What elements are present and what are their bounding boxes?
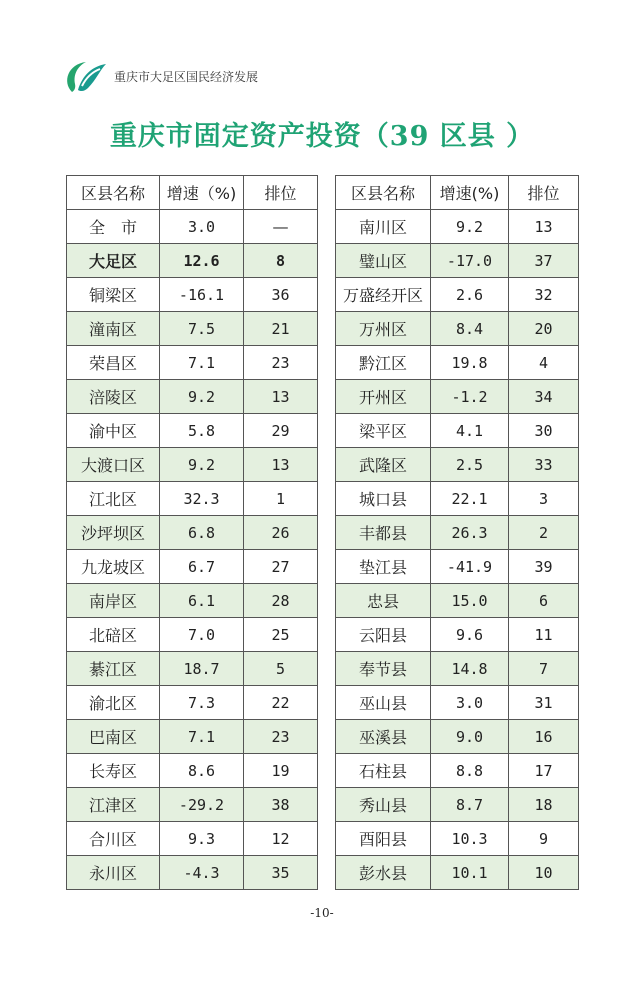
district-name-cell: 渝中区 xyxy=(67,414,160,448)
district-name-cell: 秀山县 xyxy=(336,788,431,822)
rank-cell: 31 xyxy=(509,686,579,720)
rank-cell: 32 xyxy=(509,278,579,312)
rank-cell: 3 xyxy=(509,482,579,516)
column-header-rank: 排位 xyxy=(509,176,579,210)
growth-rate-cell: 32.3 xyxy=(160,482,244,516)
growth-rate-cell: 10.1 xyxy=(431,856,509,890)
rank-cell: 23 xyxy=(244,346,318,380)
rank-cell: 25 xyxy=(244,618,318,652)
growth-rate-cell: 5.8 xyxy=(160,414,244,448)
table-row xyxy=(336,516,579,550)
rank-cell: 2 xyxy=(509,516,579,550)
district-name-cell: 城口县 xyxy=(336,482,431,516)
column-header-name: 区县名称 xyxy=(67,176,160,210)
district-name-cell: 永川区 xyxy=(67,856,160,890)
column-header-rank: 排位 xyxy=(244,176,318,210)
rank-cell: 18 xyxy=(509,788,579,822)
growth-rate-cell: -41.9 xyxy=(431,550,509,584)
district-name-cell: 铜梁区 xyxy=(67,278,160,312)
district-name-cell: 北碚区 xyxy=(67,618,160,652)
district-name-cell: 璧山区 xyxy=(336,244,431,278)
district-name-cell: 九龙坡区 xyxy=(67,550,160,584)
rank-cell: 10 xyxy=(509,856,579,890)
growth-rate-cell: 6.8 xyxy=(160,516,244,550)
table-row xyxy=(67,210,318,244)
rank-cell: 11 xyxy=(509,618,579,652)
district-name-cell: 涪陵区 xyxy=(67,380,160,414)
district-name-cell: 酉阳县 xyxy=(336,822,431,856)
growth-rate-cell: 7.0 xyxy=(160,618,244,652)
table-row xyxy=(67,550,318,584)
growth-rate-cell: 4.1 xyxy=(431,414,509,448)
column-header-growth: 增速（%) xyxy=(160,176,244,210)
rank-cell: 22 xyxy=(244,686,318,720)
table-row xyxy=(67,414,318,448)
rank-cell: 8 xyxy=(244,244,318,278)
district-name-cell: 全 市 xyxy=(67,210,160,244)
rank-cell: 26 xyxy=(244,516,318,550)
table-row xyxy=(336,652,579,686)
table-row xyxy=(67,346,318,380)
table-header-row xyxy=(67,176,318,210)
district-name-cell: 万盛经开区 xyxy=(336,278,431,312)
table-row xyxy=(336,550,579,584)
table-row xyxy=(336,380,579,414)
district-name-cell: 石柱县 xyxy=(336,754,431,788)
table-row xyxy=(336,448,579,482)
table-row xyxy=(336,482,579,516)
rank-cell: 12 xyxy=(244,822,318,856)
growth-rate-cell: 6.1 xyxy=(160,584,244,618)
growth-rate-cell: 7.1 xyxy=(160,346,244,380)
growth-rate-cell: 2.5 xyxy=(431,448,509,482)
page-number: -10- xyxy=(310,906,334,920)
rank-cell: 36 xyxy=(244,278,318,312)
district-name-cell: 大渡口区 xyxy=(67,448,160,482)
growth-rate-cell: 9.6 xyxy=(431,618,509,652)
table-row xyxy=(67,448,318,482)
growth-rate-cell: 6.7 xyxy=(160,550,244,584)
district-name-cell: 南川区 xyxy=(336,210,431,244)
table-row xyxy=(336,346,579,380)
rank-cell: 20 xyxy=(509,312,579,346)
growth-rate-cell: 26.3 xyxy=(431,516,509,550)
district-name-cell: 江北区 xyxy=(67,482,160,516)
rank-cell: 28 xyxy=(244,584,318,618)
table-row xyxy=(67,720,318,754)
growth-rate-cell: 9.3 xyxy=(160,822,244,856)
growth-rate-cell: -1.2 xyxy=(431,380,509,414)
table-row xyxy=(336,856,579,890)
page-title: 重庆市固定资产投资（39 区县 ） xyxy=(109,121,535,152)
rank-cell: 13 xyxy=(244,380,318,414)
rank-cell: 37 xyxy=(509,244,579,278)
district-name-cell: 渝北区 xyxy=(67,686,160,720)
column-header-name: 区县名称 xyxy=(336,176,431,210)
table-row xyxy=(67,312,318,346)
table-row xyxy=(67,618,318,652)
district-name-cell: 开州区 xyxy=(336,380,431,414)
district-name-cell: 奉节县 xyxy=(336,652,431,686)
table-row xyxy=(67,652,318,686)
table-row xyxy=(336,788,579,822)
district-name-cell: 云阳县 xyxy=(336,618,431,652)
growth-rate-cell: -4.3 xyxy=(160,856,244,890)
table-row xyxy=(336,686,579,720)
table-row xyxy=(336,244,579,278)
district-name-cell: 合川区 xyxy=(67,822,160,856)
district-name-cell: 綦江区 xyxy=(67,652,160,686)
district-name-cell: 丰都县 xyxy=(336,516,431,550)
rank-cell: 4 xyxy=(509,346,579,380)
district-name-cell: 长寿区 xyxy=(67,754,160,788)
table-row xyxy=(67,754,318,788)
rank-cell: 30 xyxy=(509,414,579,448)
rank-cell: 1 xyxy=(244,482,318,516)
growth-rate-cell: 14.8 xyxy=(431,652,509,686)
rank-cell: 9 xyxy=(509,822,579,856)
district-name-cell: 武隆区 xyxy=(336,448,431,482)
table-row xyxy=(336,822,579,856)
rank-cell: 23 xyxy=(244,720,318,754)
growth-rate-cell: 7.1 xyxy=(160,720,244,754)
growth-rate-cell: 18.7 xyxy=(160,652,244,686)
district-name-cell: 黔江区 xyxy=(336,346,431,380)
page-header xyxy=(62,54,258,98)
table-row xyxy=(336,278,579,312)
table-header-row xyxy=(336,176,579,210)
rank-cell: 6 xyxy=(509,584,579,618)
rank-cell: 21 xyxy=(244,312,318,346)
rank-cell: 34 xyxy=(509,380,579,414)
growth-rate-cell: 2.6 xyxy=(431,278,509,312)
district-name-cell: 彭水县 xyxy=(336,856,431,890)
table-row xyxy=(336,720,579,754)
rank-cell: 39 xyxy=(509,550,579,584)
growth-rate-cell: 9.2 xyxy=(160,448,244,482)
table-row xyxy=(67,244,318,278)
left-investment-table xyxy=(66,175,318,890)
district-name-cell: 忠县 xyxy=(336,584,431,618)
rank-cell: 33 xyxy=(509,448,579,482)
rank-cell: 16 xyxy=(509,720,579,754)
growth-rate-cell: 9.0 xyxy=(431,720,509,754)
table-row xyxy=(67,380,318,414)
growth-rate-cell: 19.8 xyxy=(431,346,509,380)
table-row xyxy=(67,584,318,618)
growth-rate-cell: -16.1 xyxy=(160,278,244,312)
growth-rate-cell: -17.0 xyxy=(431,244,509,278)
column-header-growth: 增速(%) xyxy=(431,176,509,210)
district-name-cell: 巫溪县 xyxy=(336,720,431,754)
district-name-cell: 沙坪坝区 xyxy=(67,516,160,550)
growth-rate-cell: 15.0 xyxy=(431,584,509,618)
table-row xyxy=(67,516,318,550)
table-row xyxy=(67,278,318,312)
district-name-cell: 大足区 xyxy=(67,244,160,278)
growth-rate-cell: 3.0 xyxy=(160,210,244,244)
table-row xyxy=(336,414,579,448)
growth-rate-cell: 7.3 xyxy=(160,686,244,720)
rank-cell: 5 xyxy=(244,652,318,686)
district-name-cell: 梁平区 xyxy=(336,414,431,448)
rank-cell: — xyxy=(244,210,318,244)
header-org-text: 重庆市大足区国民经济发展 xyxy=(114,69,259,84)
table-row xyxy=(67,686,318,720)
district-name-cell: 巴南区 xyxy=(67,720,160,754)
table-row xyxy=(336,312,579,346)
rank-cell: 27 xyxy=(244,550,318,584)
growth-rate-cell: -29.2 xyxy=(160,788,244,822)
growth-rate-cell: 8.7 xyxy=(431,788,509,822)
table-row xyxy=(336,618,579,652)
district-name-cell: 万州区 xyxy=(336,312,431,346)
growth-rate-cell: 9.2 xyxy=(160,380,244,414)
district-name-cell: 江津区 xyxy=(67,788,160,822)
bureau-logo-icon xyxy=(62,56,108,96)
table-row xyxy=(67,822,318,856)
rank-cell: 38 xyxy=(244,788,318,822)
table-row xyxy=(336,754,579,788)
rank-cell: 7 xyxy=(509,652,579,686)
growth-rate-cell: 12.6 xyxy=(160,244,244,278)
rank-cell: 29 xyxy=(244,414,318,448)
rank-cell: 35 xyxy=(244,856,318,890)
growth-rate-cell: 8.8 xyxy=(431,754,509,788)
rank-cell: 19 xyxy=(244,754,318,788)
rank-cell: 13 xyxy=(509,210,579,244)
table-row xyxy=(67,856,318,890)
district-name-cell: 荣昌区 xyxy=(67,346,160,380)
district-name-cell: 垫江县 xyxy=(336,550,431,584)
table-row xyxy=(67,482,318,516)
right-investment-table xyxy=(335,175,579,890)
growth-rate-cell: 10.3 xyxy=(431,822,509,856)
table-row xyxy=(336,210,579,244)
growth-rate-cell: 8.6 xyxy=(160,754,244,788)
table-row xyxy=(67,788,318,822)
district-name-cell: 南岸区 xyxy=(67,584,160,618)
rank-cell: 13 xyxy=(244,448,318,482)
growth-rate-cell: 22.1 xyxy=(431,482,509,516)
growth-rate-cell: 8.4 xyxy=(431,312,509,346)
district-name-cell: 巫山县 xyxy=(336,686,431,720)
growth-rate-cell: 3.0 xyxy=(431,686,509,720)
growth-rate-cell: 9.2 xyxy=(431,210,509,244)
growth-rate-cell: 7.5 xyxy=(160,312,244,346)
district-name-cell: 潼南区 xyxy=(67,312,160,346)
rank-cell: 17 xyxy=(509,754,579,788)
table-row xyxy=(336,584,579,618)
